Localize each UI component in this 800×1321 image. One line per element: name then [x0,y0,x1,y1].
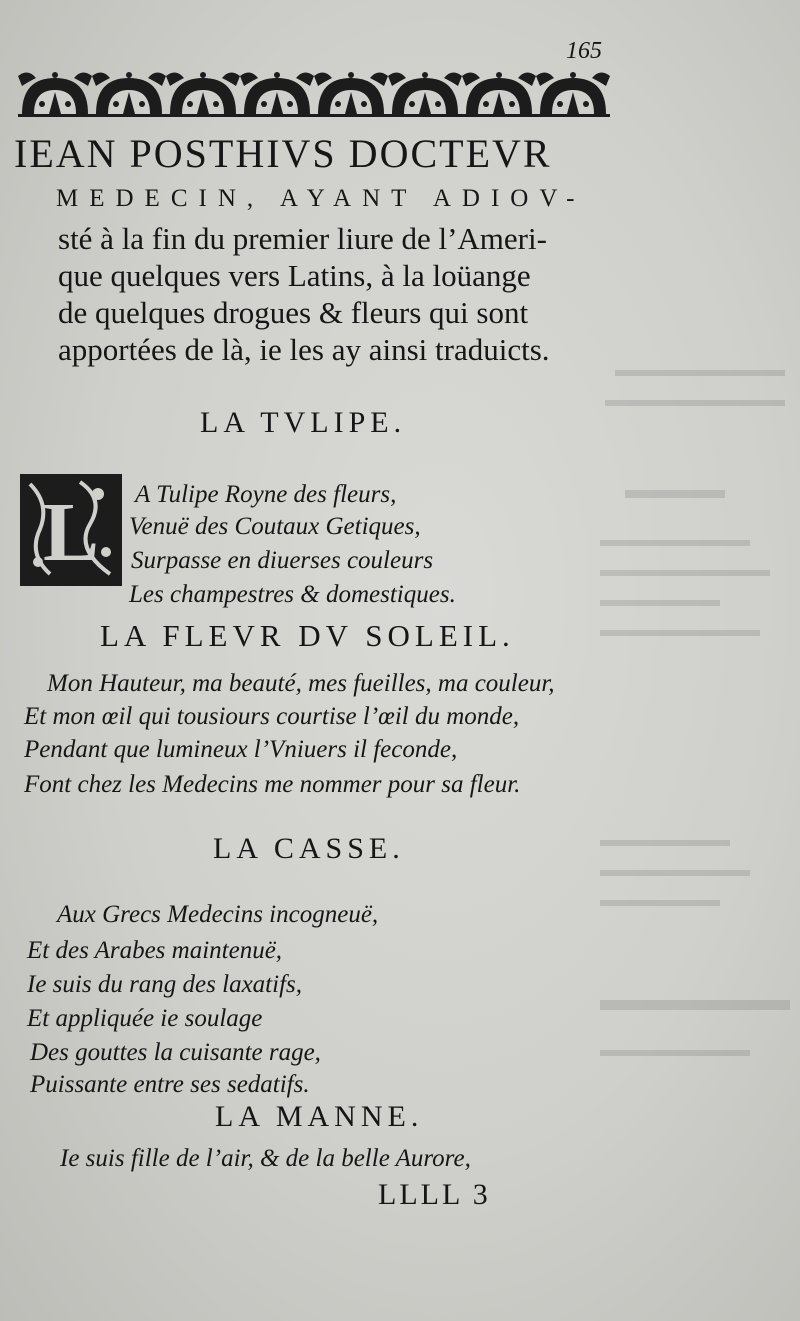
verse-line: Mon Hauteur, ma beauté, mes fueilles, ma couleur, [47,670,555,697]
title-line-1: IEAN POSTHIVS DOCTEVR [14,131,552,176]
verse-line: Et appliquée ie soulage [27,1005,263,1032]
heading-manne: LA MANNE. [215,1100,424,1133]
verse-line: Font chez les Medecins me nommer pour sa fleur. [24,771,521,798]
title-line: que quelques vers Latins, à la loüange [58,258,531,293]
verse-line: Les champestres & domestiques. [129,581,456,608]
verse-line: Aux Grecs Medecins incogneuë, [57,901,379,928]
verse-line: Venuë des Coutaux Getiques, [129,513,421,540]
title-line: de quelques drogues & fleurs qui sont [58,295,529,330]
verse-line: Ie suis fille de l’air, & de la belle Aurore, [60,1145,471,1172]
verse-line: Pendant que lumineux l’Vniuers il feconde, [24,736,458,763]
page-number: 165 [566,38,602,64]
verse-line: Puissante entre ses sedatifs. [30,1071,310,1098]
heading-casse: LA CASSE. [213,832,405,865]
verse-line: Et mon œil qui tousiours courtise l’œil du monde, [24,703,520,730]
signature-mark: LLLL 3 [378,1178,491,1211]
bleed-through-text [595,330,795,1130]
heading-tulipe: LA TVLIPE. [200,406,407,439]
heading-soleil: LA FLEVR DV SOLEIL. [100,618,515,653]
title-line: sté à la fin du premier liure de l’Ameri- [58,221,547,256]
title-line-2: MEDECIN, AYANT ADIOV- [56,185,586,212]
title-line: apportées de là, ie les ay ainsi traduicts. [58,332,550,367]
drop-cap-letter: L [42,486,100,579]
decorated-initial [20,474,122,586]
verse-line: Ie suis du rang des laxatifs, [27,971,302,998]
verse-line: Surpasse en diuerses couleurs [131,547,434,574]
chapter-title [14,130,624,368]
ornamental-headpiece [18,68,610,118]
verse-line: Et des Arabes maintenuë, [27,937,283,964]
verse-line: Des gouttes la cuisante rage, [30,1039,321,1066]
verse-line: A Tulipe Royne des fleurs, [135,481,397,508]
